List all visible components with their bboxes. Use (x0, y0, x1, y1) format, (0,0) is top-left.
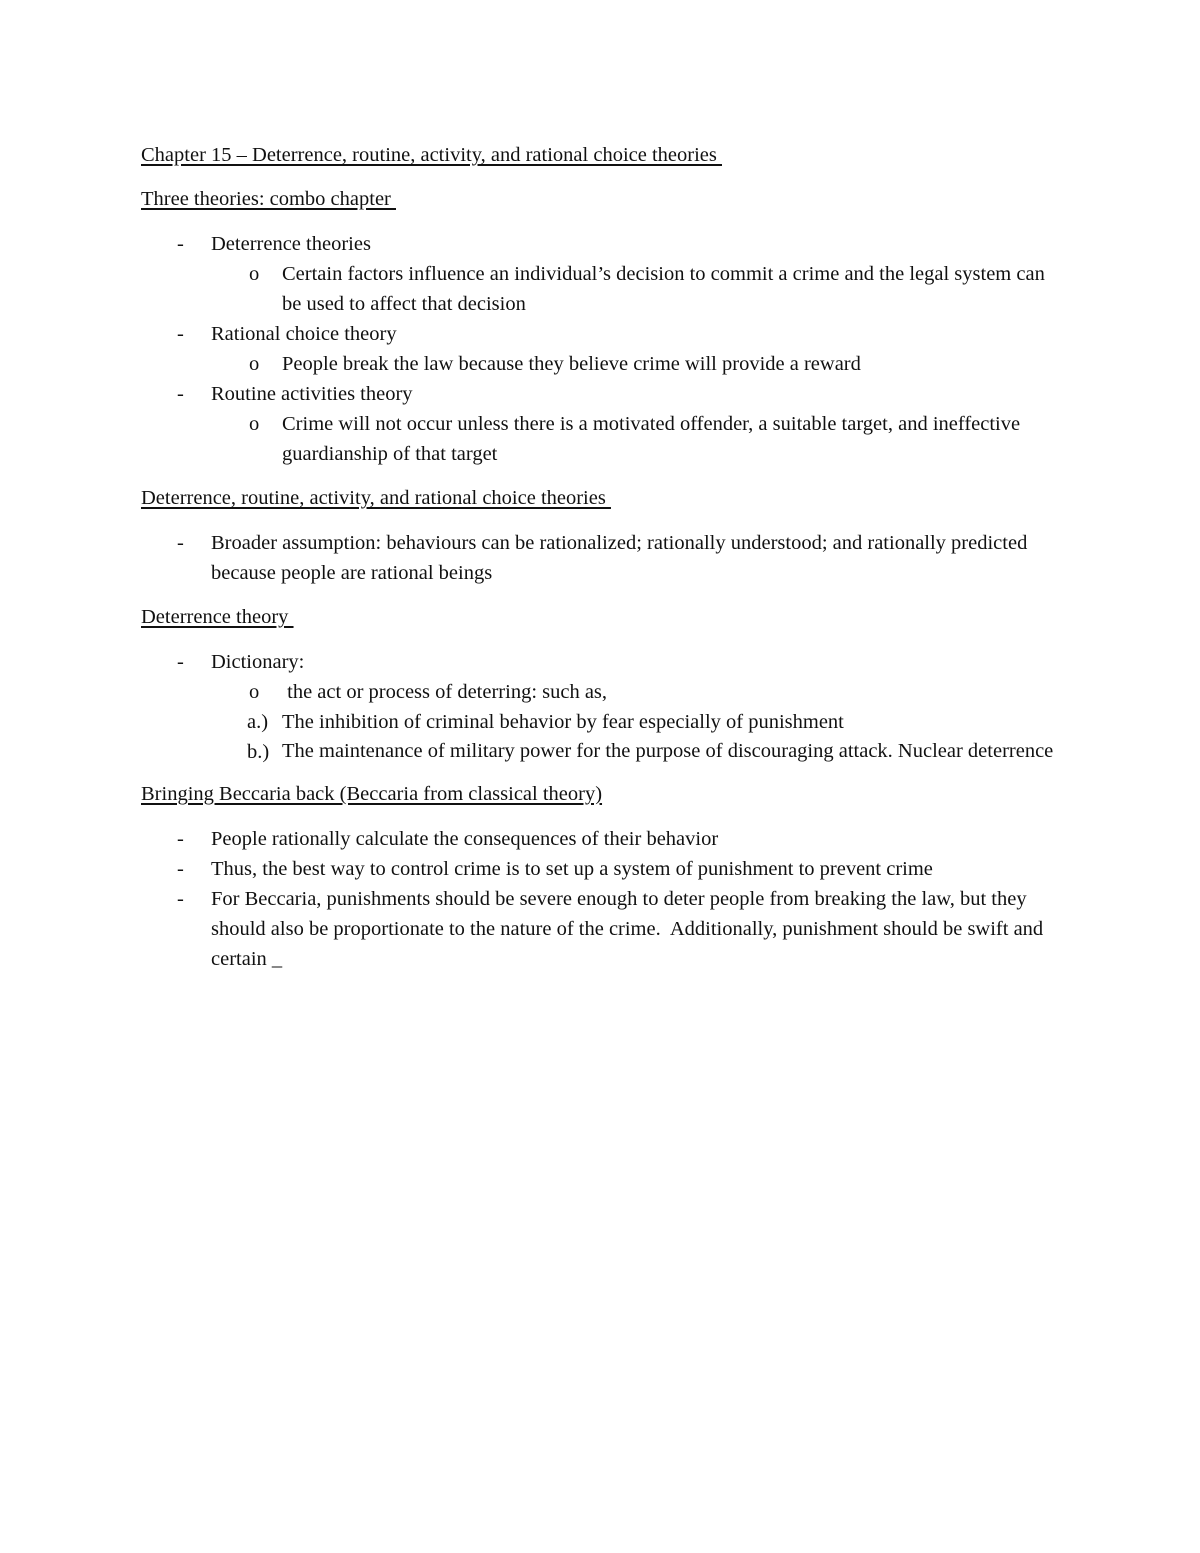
list-item (141, 259, 1061, 319)
dash-bullet: - (177, 383, 184, 405)
document-title: Chapter 15 – Deterrence, routine, activity, and rational choice theories (141, 144, 722, 166)
section-list-deterrence-routine (141, 528, 1061, 588)
list-item-text: People break the law because they believe crime will provide a reward (282, 353, 861, 375)
circle-bullet: o (249, 263, 260, 285)
list-item (141, 528, 1061, 588)
list-item-text: Routine activities theory (211, 383, 413, 405)
list-item-text: Certain factors influence an individual’s decision to commit a crime and the legal system can be used to affect that decision (282, 263, 1045, 315)
list-item (141, 229, 1061, 259)
section-heading-three-theories: Three theories: combo chapter (141, 188, 396, 210)
section-heading-bringing-beccaria: Bringing Beccaria back (Beccaria from classical theory) (141, 783, 603, 805)
letter-marker: a.) (247, 711, 269, 733)
section-heading-deterrence-routine: Deterrence, routine, activity, and rational choice theories (141, 487, 611, 509)
list-item-text: the act or process of deterring: such as, (282, 681, 608, 703)
list-item-text: Dictionary: (211, 651, 305, 673)
list-item-text: Deterrence theories (211, 233, 371, 255)
list-item (141, 379, 1061, 409)
list-item-text: Broader assumption: behaviours can be rationalized; rationally understood; and rationally predicted because people are rational beings (211, 532, 1028, 584)
dash-bullet: - (177, 888, 184, 910)
list-item (141, 647, 1061, 677)
section-list-bringing-beccaria (141, 824, 1061, 974)
list-item-text: People rationally calculate the consequences of their behavior (211, 828, 719, 850)
circle-bullet: o (249, 681, 260, 703)
dash-bullet: - (177, 828, 184, 850)
dash-bullet: - (177, 323, 184, 345)
dash-bullet: - (177, 233, 184, 255)
list-item (141, 737, 1061, 765)
list-item (141, 824, 1061, 854)
document-page (141, 141, 1061, 989)
circle-bullet: o (249, 353, 260, 375)
list-item-text: Rational choice theory (211, 323, 397, 345)
list-item (141, 319, 1061, 349)
circle-bullet: o (249, 413, 260, 435)
list-item (141, 677, 1061, 707)
dash-bullet: - (177, 532, 184, 554)
letter-marker: b.) (247, 741, 270, 763)
section-list-deterrence-theory (141, 647, 1061, 765)
list-item (141, 409, 1061, 469)
list-item-text: Crime will not occur unless there is a motivated offender, a suitable target, and ineffective guardianship of that target (282, 413, 1021, 465)
section-heading-deterrence-theory: Deterrence theory (141, 606, 294, 628)
list-item-text: The maintenance of military power for the purpose of discouraging attack. Nuclear deterrence (282, 740, 1054, 762)
list-item-text: Thus, the best way to control crime is to set up a system of punishment to prevent crime (211, 858, 933, 880)
list-item (141, 854, 1061, 884)
dash-bullet: - (177, 651, 184, 673)
section-list-three-theories (141, 229, 1061, 469)
list-item (141, 349, 1061, 379)
list-item (141, 707, 1061, 737)
list-item-text: For Beccaria, punishments should be severe enough to deter people from breaking the law, but they should also be proportionate to the nature of the crime. Additionally, punishment should be swift and certain _ (211, 888, 1049, 970)
list-item (141, 884, 1061, 974)
dash-bullet: - (177, 858, 184, 880)
list-item-text: The inhibition of criminal behavior by fear especially of punishment (282, 711, 844, 733)
